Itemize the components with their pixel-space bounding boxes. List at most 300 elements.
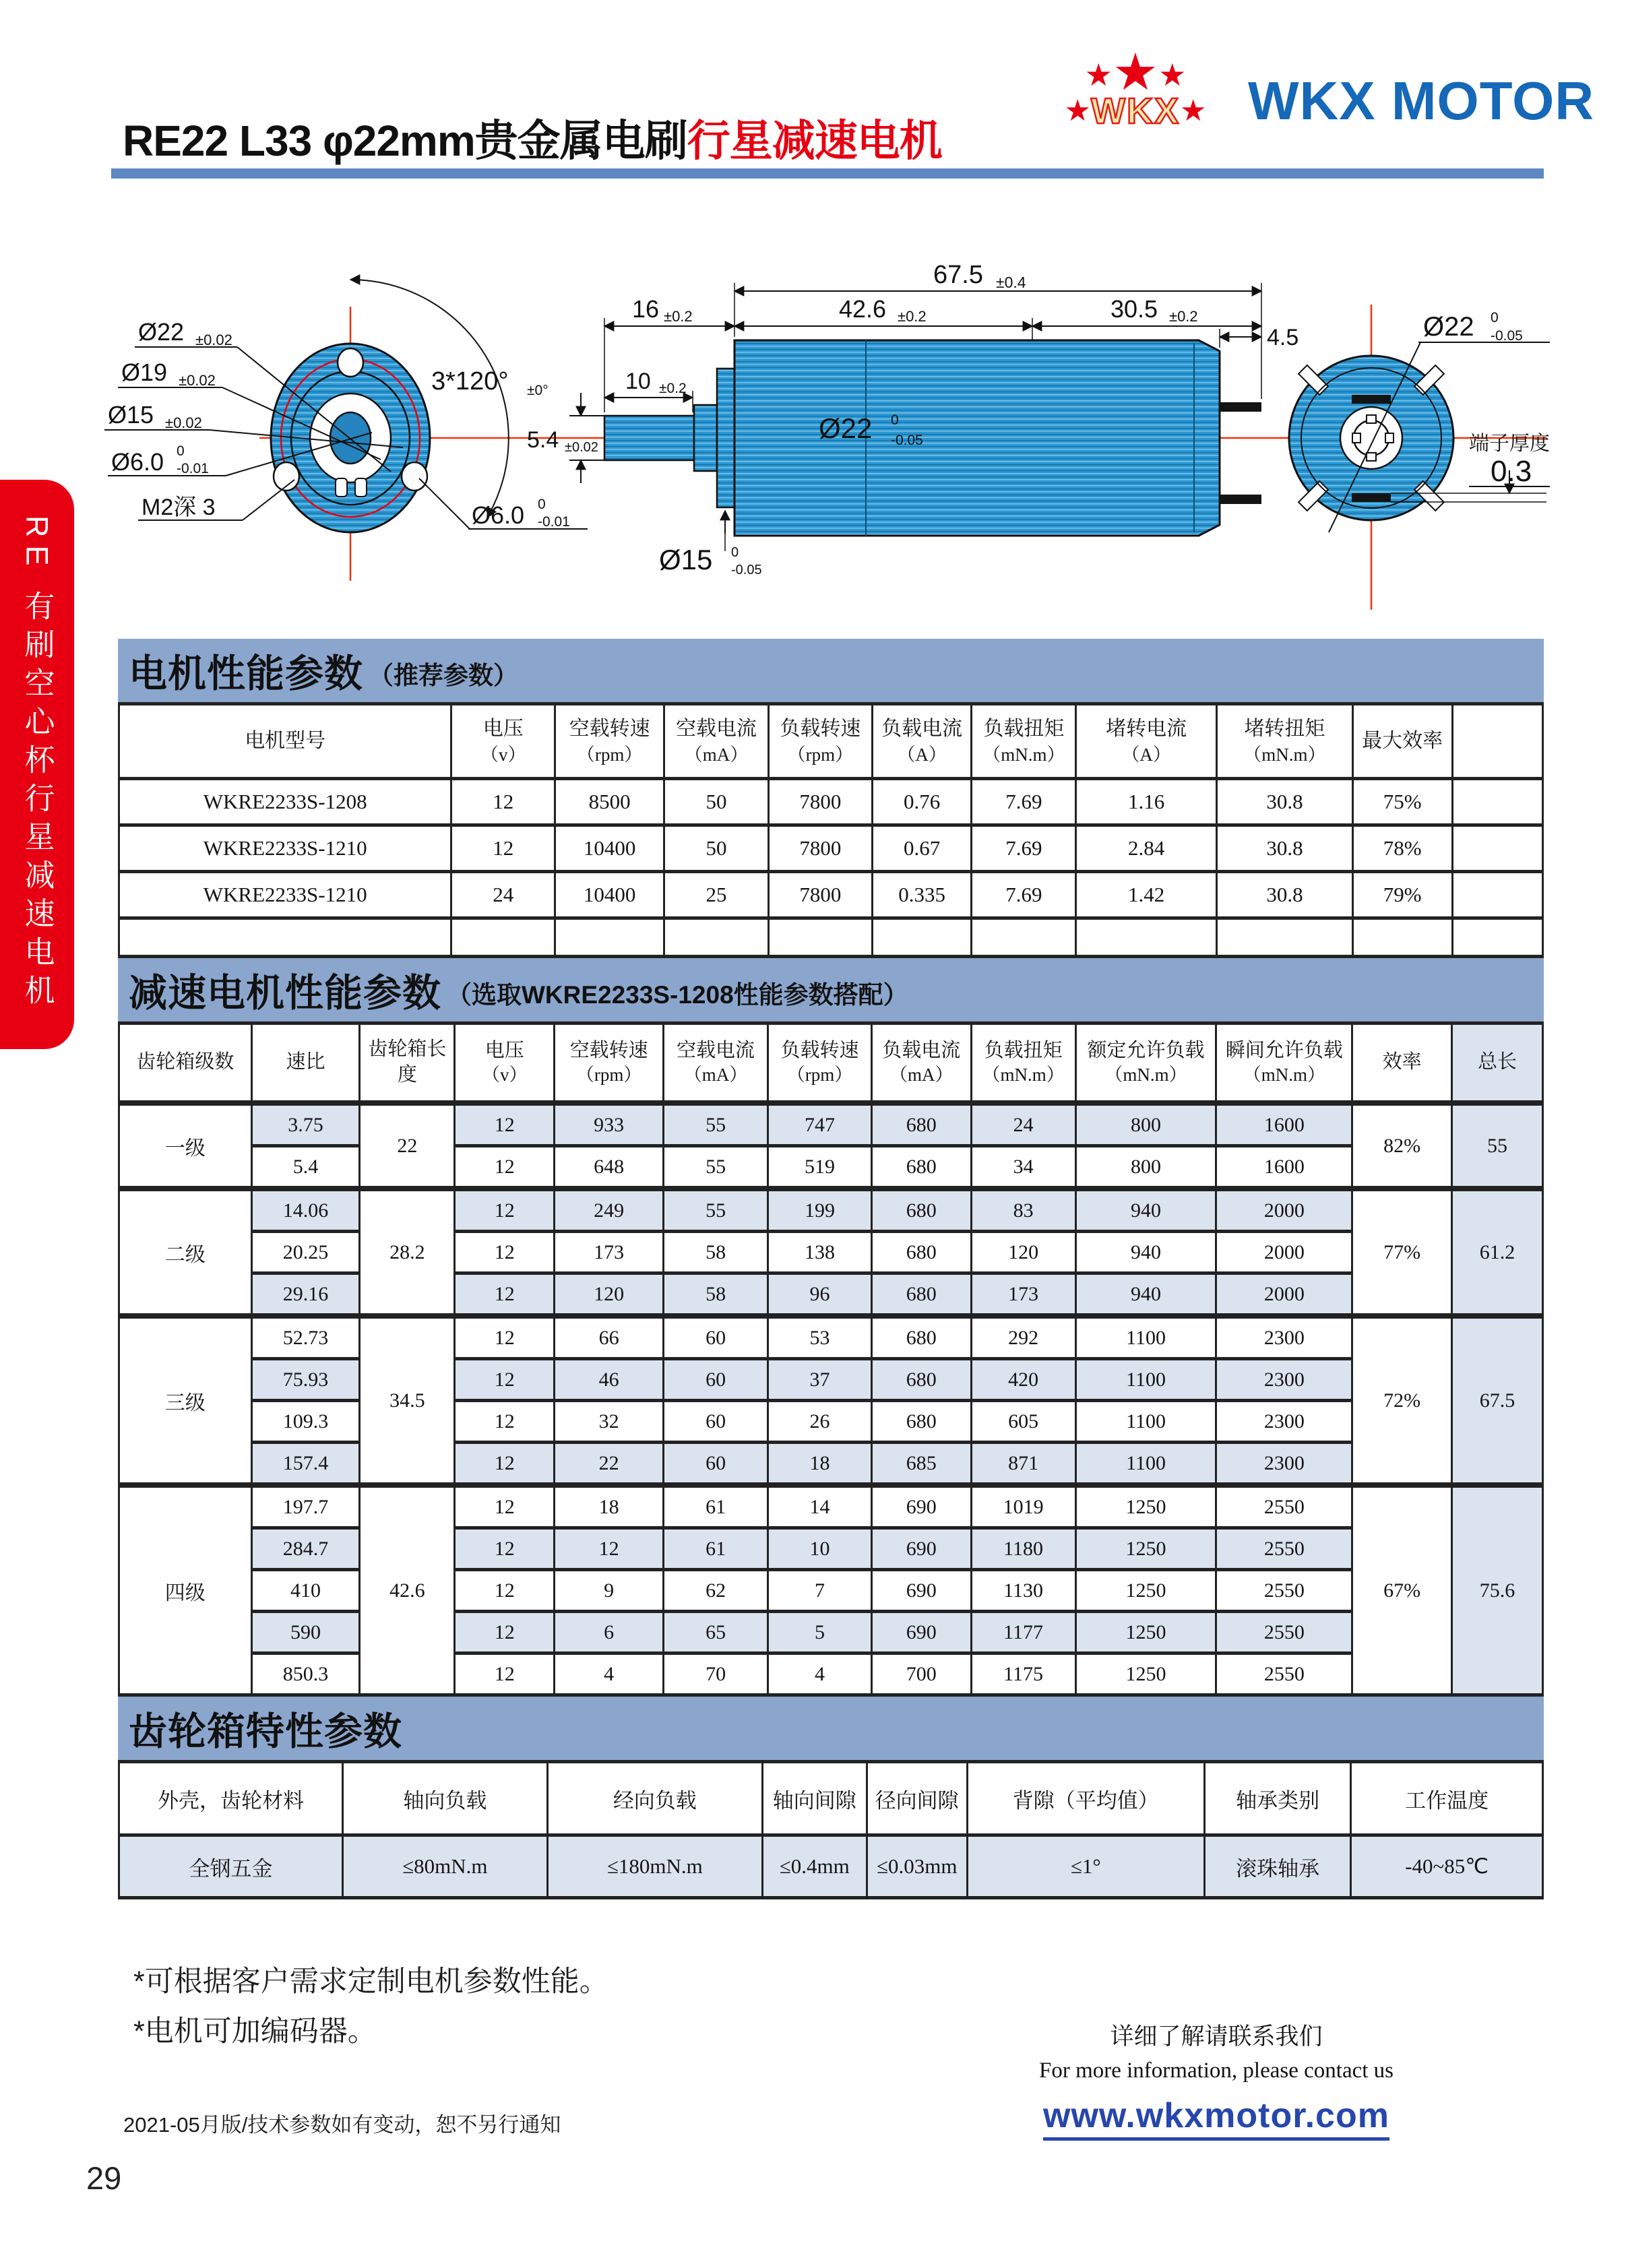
dim-tol: ±0.2 (659, 381, 687, 396)
column-header (972, 704, 1076, 779)
table-cell: 12 (455, 1570, 555, 1612)
star-icon: ★ (1158, 57, 1187, 92)
total-length-cell: 67.5 (1452, 1316, 1543, 1485)
table-cell: 292 (971, 1316, 1075, 1359)
bolt-hole (338, 348, 363, 377)
bolt-hole (402, 462, 427, 491)
table-cell: 157.4 (251, 1443, 360, 1486)
table-cell: 7800 (768, 779, 872, 825)
table-cell: 4 (768, 1653, 872, 1695)
column-header-label: 负载转速 (780, 1039, 859, 1061)
table-cell: 22 (555, 1443, 664, 1486)
table-cell (451, 918, 555, 957)
table-cell: 55 (664, 1146, 768, 1189)
table2-title-band (118, 958, 1544, 1021)
dim-label: Ø6.0 (472, 501, 525, 529)
sidebar-series-label: RE 有刷空心杯行星减速电机 (20, 515, 55, 1013)
dim-label: Ø15 (108, 401, 154, 429)
table-cell: ≤1° (967, 1835, 1204, 1898)
table-cell: 12 (455, 1612, 555, 1653)
table-cell: ≤80mN.m (342, 1835, 547, 1898)
table-cell: 62 (664, 1570, 768, 1612)
table-cell: 96 (768, 1273, 872, 1317)
table-cell (664, 918, 769, 957)
table-cell: 2.84 (1076, 825, 1217, 872)
column-header (451, 704, 555, 779)
table-cell: 30.8 (1217, 779, 1353, 825)
column-header (1452, 1023, 1543, 1104)
column-header-unit: （mN.m） (1243, 745, 1326, 765)
table-cell: 61 (664, 1528, 768, 1570)
column-header: 工作温度 (1351, 1762, 1543, 1835)
dim-label: 10 (625, 369, 651, 394)
table-cell: 24 (971, 1103, 1075, 1146)
table-cell: 680 (871, 1189, 971, 1232)
total-length-cell: 55 (1452, 1103, 1543, 1189)
table-cell: 1019 (971, 1485, 1075, 1528)
side-view (527, 261, 1298, 577)
stage-cell: 三级 (119, 1316, 252, 1485)
table-cell: 680 (871, 1316, 971, 1359)
terminal-thickness-value: 0.3 (1491, 455, 1532, 488)
column-header: 经向负载 (547, 1762, 762, 1835)
table-cell: 7.69 (972, 779, 1076, 825)
table-cell: 79% (1352, 872, 1452, 918)
column-header: 外壳，齿轮材料 (119, 1762, 343, 1835)
website-link[interactable]: www.wkxmotor.com (1043, 2096, 1389, 2141)
table-row (119, 1528, 1543, 1570)
column-header-label: 速比 (286, 1051, 325, 1073)
column-header-label: 负载扭矩 (983, 717, 1065, 740)
table-cell: 1177 (971, 1612, 1075, 1653)
contact-en: For more information, please contact us (1038, 2058, 1394, 2083)
table-cell: 120 (971, 1232, 1075, 1273)
table-cell: 680 (871, 1103, 971, 1146)
table-cell: 1250 (1075, 1653, 1216, 1695)
table-cell: 1100 (1075, 1443, 1216, 1486)
column-header-label: 负载电流 (881, 717, 963, 740)
table-cell: 滚珠轴承 (1204, 1835, 1350, 1898)
table-cell: 1100 (1075, 1401, 1216, 1443)
dim-tol: ±0.02 (565, 440, 598, 455)
table-cell: 871 (971, 1443, 1075, 1486)
column-header-label: 额定允许负载 (1087, 1039, 1205, 1061)
table-cell: 2000 (1216, 1232, 1352, 1273)
table-cell: 0.67 (872, 825, 972, 872)
column-header-unit: （rpm） (575, 1065, 642, 1085)
table-cell: 1600 (1216, 1146, 1352, 1189)
table-cell: 2550 (1216, 1653, 1352, 1695)
table-cell: 60 (664, 1401, 768, 1443)
dim-tol: -0.01 (177, 461, 209, 476)
dim-tol: ±0.2 (898, 308, 927, 325)
mounting-boss (717, 369, 734, 507)
table-cell: 12 (455, 1485, 555, 1528)
table-cell: 58 (664, 1232, 768, 1273)
efficiency-cell: 82% (1352, 1103, 1452, 1189)
gear-length-cell: 22 (360, 1103, 455, 1189)
table-cell: 1.42 (1076, 872, 1217, 918)
logo-wordmark (1048, 93, 1223, 129)
column-header-label: 空载转速 (569, 1039, 648, 1061)
stage-cell: 四级 (119, 1485, 252, 1695)
table-cell: 12 (555, 1528, 664, 1570)
table-cell: 25 (664, 872, 769, 918)
table-cell: 2550 (1216, 1485, 1352, 1528)
column-header-label: 瞬间允许负载 (1225, 1039, 1343, 1061)
table-cell: 83 (971, 1189, 1075, 1232)
table-cell: 690 (871, 1570, 971, 1612)
column-header (971, 1023, 1075, 1104)
total-length-cell: 61.2 (1452, 1189, 1543, 1316)
table-cell: 12 (455, 1443, 555, 1486)
table-cell: 2550 (1216, 1570, 1352, 1612)
star-icon: ★ (1179, 94, 1207, 127)
table-cell: 109.3 (251, 1401, 360, 1443)
column-header (1076, 704, 1217, 779)
table-cell: 1250 (1075, 1570, 1216, 1612)
table-row (119, 1835, 1543, 1898)
column-header (871, 1023, 971, 1104)
table-cell: 10400 (555, 825, 664, 872)
table-cell: 75% (1352, 779, 1452, 825)
dim-tol: 0 (538, 497, 546, 512)
column-header-unit: （v） (480, 745, 526, 765)
table-cell: 138 (768, 1232, 872, 1273)
table-cell: 690 (871, 1612, 971, 1653)
table-cell: 37 (768, 1359, 872, 1401)
table-cell: WKRE2233S-1210 (119, 825, 451, 872)
table-cell: 12 (455, 1359, 555, 1401)
column-header (1216, 1023, 1352, 1104)
dim-label: 30.5 (1110, 295, 1158, 323)
column-header-label: 效率 (1382, 1051, 1422, 1073)
table-cell: ≤0.03mm (867, 1835, 967, 1898)
column-header (1352, 1023, 1452, 1104)
table-cell: 940 (1075, 1273, 1216, 1317)
efficiency-cell: 67% (1352, 1485, 1452, 1695)
table-row (119, 1273, 1543, 1317)
stage-cell: 一级 (119, 1103, 252, 1189)
table-cell: 75.93 (251, 1359, 360, 1401)
table-cell: 1100 (1075, 1316, 1216, 1359)
table-row (119, 918, 1543, 957)
dim-tol: ±0.2 (664, 308, 693, 325)
column-header (119, 1023, 252, 1104)
table-cell (872, 918, 972, 957)
column-header: 轴向负载 (342, 1762, 547, 1835)
column-header-unit: （A） (1121, 745, 1171, 765)
dim-tol: 0 (891, 412, 899, 428)
terminal-thickness-label: 端子厚度 (1469, 433, 1550, 455)
dim-tol: 0 (731, 545, 739, 560)
dim-tol: -0.05 (1491, 328, 1523, 344)
table-cell: 78% (1352, 825, 1452, 872)
table-cell: 2300 (1216, 1443, 1352, 1486)
column-header-label: 负载扭矩 (984, 1039, 1063, 1061)
dim-tol: 0 (1491, 310, 1499, 325)
column-header (1352, 704, 1452, 779)
terminal-pin (1220, 402, 1261, 412)
table-row (119, 1485, 1543, 1528)
table-cell: 173 (971, 1273, 1075, 1317)
terminal-pin (1352, 493, 1391, 502)
table-row (119, 1103, 1543, 1146)
table-cell: 800 (1075, 1146, 1216, 1189)
table-cell: 12 (455, 1189, 555, 1232)
column-header (872, 704, 972, 779)
table-cell: 690 (871, 1528, 971, 1570)
gearmotor-performance-table (118, 1021, 1544, 1697)
efficiency-cell: 77% (1352, 1189, 1452, 1316)
contact-zh: 详细了解请联系我们 (1110, 2023, 1323, 2050)
dim-label: Ø22 (138, 318, 185, 346)
table-cell (972, 918, 1076, 957)
column-header-unit: （mN.m） (982, 745, 1065, 765)
column-header-unit: （mN.m） (982, 1065, 1065, 1085)
output-shaft (604, 416, 694, 460)
table-cell: 53 (768, 1316, 872, 1359)
table-cell: 800 (1075, 1103, 1216, 1146)
table-cell: 1250 (1075, 1612, 1216, 1653)
dim-label: 4.5 (1267, 325, 1299, 350)
table-cell: 61 (664, 1485, 768, 1528)
logo-text: WKX (1091, 91, 1180, 131)
column-header (555, 1023, 664, 1104)
terminal-pin (1352, 395, 1391, 404)
table-cell (1452, 872, 1542, 918)
column-header-unit: （mA） (683, 1065, 748, 1085)
table-cell: 690 (871, 1485, 971, 1528)
column-header-unit: （mN.m） (1243, 1065, 1325, 1085)
table1-title-band (118, 639, 1544, 702)
table-cell (1452, 918, 1542, 957)
table-cell: 1180 (971, 1528, 1075, 1570)
table-row (119, 1316, 1543, 1359)
wkx-logo (1048, 44, 1223, 131)
gearbox-characteristics-table (118, 1760, 1544, 1899)
spec-tables (118, 639, 1544, 1899)
dim-tol: ±0.2 (1169, 308, 1198, 325)
dim-label: 67.5 (933, 261, 983, 289)
table-cell: 34 (971, 1146, 1075, 1189)
table-cell: 1600 (1216, 1103, 1352, 1146)
table-cell (1217, 918, 1353, 957)
terminal-pin (1220, 495, 1261, 504)
column-header-label: 电机型号 (245, 729, 326, 752)
column-header (1075, 1023, 1216, 1104)
footnote-1: *可根据客户需求定制电机参数性能。 (133, 1965, 608, 1998)
table-cell: 940 (1075, 1232, 1216, 1273)
table-cell: 1.16 (1076, 779, 1217, 825)
column-header (768, 704, 872, 779)
table-cell: 747 (768, 1103, 872, 1146)
column-header (664, 704, 769, 779)
table-cell: 12 (455, 1528, 555, 1570)
column-header-unit: （mN.m） (1104, 1065, 1187, 1085)
table-row (119, 1443, 1543, 1486)
table-cell: 2550 (1216, 1612, 1352, 1653)
table-cell: 60 (664, 1359, 768, 1401)
column-header-unit: （rpm） (576, 745, 643, 765)
table-cell: 249 (555, 1189, 664, 1232)
table-cell: 0.76 (872, 779, 972, 825)
table-cell: 7 (768, 1570, 872, 1612)
dim-label: Ø6.0 (111, 448, 164, 476)
table-cell: 7800 (768, 872, 872, 918)
star-icon: ★ (1084, 57, 1113, 92)
table-cell: 2550 (1216, 1528, 1352, 1570)
column-header-label: 齿轮箱长度 (368, 1038, 447, 1085)
dim-label: 3*120° (431, 367, 509, 396)
table-cell: 1130 (971, 1570, 1075, 1612)
table3-title: 齿轮箱特性参数 (129, 1710, 402, 1753)
table-cell: 1100 (1075, 1359, 1216, 1401)
column-header (119, 704, 451, 779)
table-cell: 680 (871, 1273, 971, 1317)
gear-length-cell: 42.6 (360, 1485, 455, 1695)
column-header-unit: （mA） (684, 745, 749, 765)
table-cell: 46 (555, 1359, 664, 1401)
column-header (455, 1023, 555, 1104)
front-view (104, 280, 588, 581)
table-cell: 7.69 (972, 872, 1076, 918)
dim-label: 5.4 (527, 427, 559, 453)
column-header (664, 1023, 768, 1104)
table-cell: 199 (768, 1189, 872, 1232)
total-length-cell: 75.6 (1452, 1485, 1543, 1695)
table-cell: 12 (455, 1401, 555, 1443)
table-cell (1452, 825, 1542, 872)
table-cell: 680 (871, 1401, 971, 1443)
table2-title: 减速电机性能参数 (129, 972, 441, 1015)
table-cell: 18 (768, 1443, 872, 1486)
table-cell: 50 (664, 825, 769, 872)
brand-name: WKX MOTOR (1248, 71, 1595, 131)
column-header (555, 704, 664, 779)
table-cell: 3.75 (251, 1103, 360, 1146)
table-row (119, 1653, 1543, 1695)
dim-tol: -0.05 (891, 433, 923, 448)
table-cell (1452, 779, 1542, 825)
footnote-2: *电机可加编码器。 (133, 2015, 377, 2048)
table-cell: 1175 (971, 1653, 1075, 1695)
table-cell: 20.25 (251, 1232, 360, 1273)
table-cell: ≤0.4mm (762, 1835, 867, 1898)
table-cell: 680 (871, 1146, 971, 1189)
table-cell: 30.8 (1217, 825, 1353, 872)
column-header (251, 1023, 360, 1104)
column-header-label: 电压 (484, 1039, 524, 1061)
table-cell: 680 (871, 1359, 971, 1401)
table-cell: 8500 (555, 779, 664, 825)
table-cell: 14 (768, 1485, 872, 1528)
table-cell: 24 (451, 872, 555, 918)
table-cell: 410 (251, 1570, 360, 1612)
table-row (119, 1232, 1543, 1273)
table-row (119, 1146, 1543, 1189)
table-row (119, 1570, 1543, 1612)
column-header: 轴承类别 (1204, 1762, 1350, 1835)
table-cell: 55 (664, 1189, 768, 1232)
technical-drawing (0, 202, 1628, 637)
table-cell (768, 918, 872, 957)
page-title-black: RE22 L33 φ22mm贵金属电刷 (123, 117, 687, 165)
table-cell: 26 (768, 1401, 872, 1443)
dim-tol: ±0.02 (179, 372, 216, 389)
page-number: 29 (86, 2160, 122, 2196)
dim-label: Ø22 (1423, 312, 1474, 342)
table-cell: 7.69 (972, 825, 1076, 872)
table-row (119, 825, 1543, 872)
table-cell: 12 (451, 779, 555, 825)
dim-label: Ø15 (659, 544, 713, 575)
table-cell: 120 (555, 1273, 664, 1317)
table-cell: 10 (768, 1528, 872, 1570)
gear-length-cell: 28.2 (360, 1189, 455, 1316)
table-cell: 1250 (1075, 1485, 1216, 1528)
table-cell: 940 (1075, 1189, 1216, 1232)
table-cell: 58 (664, 1273, 768, 1317)
dim-tol: ±0.02 (165, 414, 202, 431)
table-cell: 420 (971, 1359, 1075, 1401)
contact-block (997, 2018, 1435, 2141)
table-cell: 12 (455, 1146, 555, 1189)
table-cell: 7800 (768, 825, 872, 872)
table-cell: 2300 (1216, 1316, 1352, 1359)
gear-length-cell: 34.5 (360, 1316, 455, 1485)
efficiency-cell: 72% (1352, 1316, 1452, 1485)
table-row (119, 1612, 1543, 1653)
table-cell: WKRE2233S-1210 (119, 872, 451, 918)
table-cell: 4 (555, 1653, 664, 1695)
table-cell: 14.06 (251, 1189, 360, 1232)
table-cell: -40~85℃ (1351, 1835, 1543, 1898)
table-cell: 12 (451, 825, 555, 872)
column-header-unit: （A） (897, 745, 947, 765)
column-header-unit: （v） (481, 1065, 528, 1085)
table-row (119, 1189, 1543, 1232)
table-cell: 605 (971, 1401, 1075, 1443)
table-cell: 2000 (1216, 1189, 1352, 1232)
table-cell: 52.73 (251, 1316, 360, 1359)
star-icon: ★ (1064, 94, 1091, 127)
star-icon: ★ (1112, 44, 1159, 101)
column-header: 背隙（平均值） (967, 1762, 1204, 1835)
table-cell: 32 (555, 1401, 664, 1443)
table-cell: 5.4 (251, 1146, 360, 1189)
table-cell: 685 (871, 1443, 971, 1486)
column-header-label: 空载转速 (569, 717, 650, 740)
table-cell (555, 918, 664, 957)
dim-tol: 0 (177, 443, 185, 459)
table-cell: 65 (664, 1612, 768, 1653)
column-header-label: 电压 (482, 717, 524, 740)
table-cell: 933 (555, 1103, 664, 1146)
table-cell: 284.7 (251, 1528, 360, 1570)
page-title-red: 行星减速电机 (687, 117, 942, 165)
table-cell: 680 (871, 1232, 971, 1273)
table1-subtitle: （推荐参数） (369, 662, 518, 689)
table-cell: 519 (768, 1146, 872, 1189)
table-cell: ≤180mN.m (547, 1835, 762, 1898)
table-cell: 2300 (1216, 1401, 1352, 1443)
table-cell: 66 (555, 1316, 664, 1359)
column-header (1452, 704, 1542, 779)
column-header-label: 堵转电流 (1106, 717, 1187, 740)
table-row (119, 1401, 1543, 1443)
table3-title-band (118, 1697, 1544, 1760)
